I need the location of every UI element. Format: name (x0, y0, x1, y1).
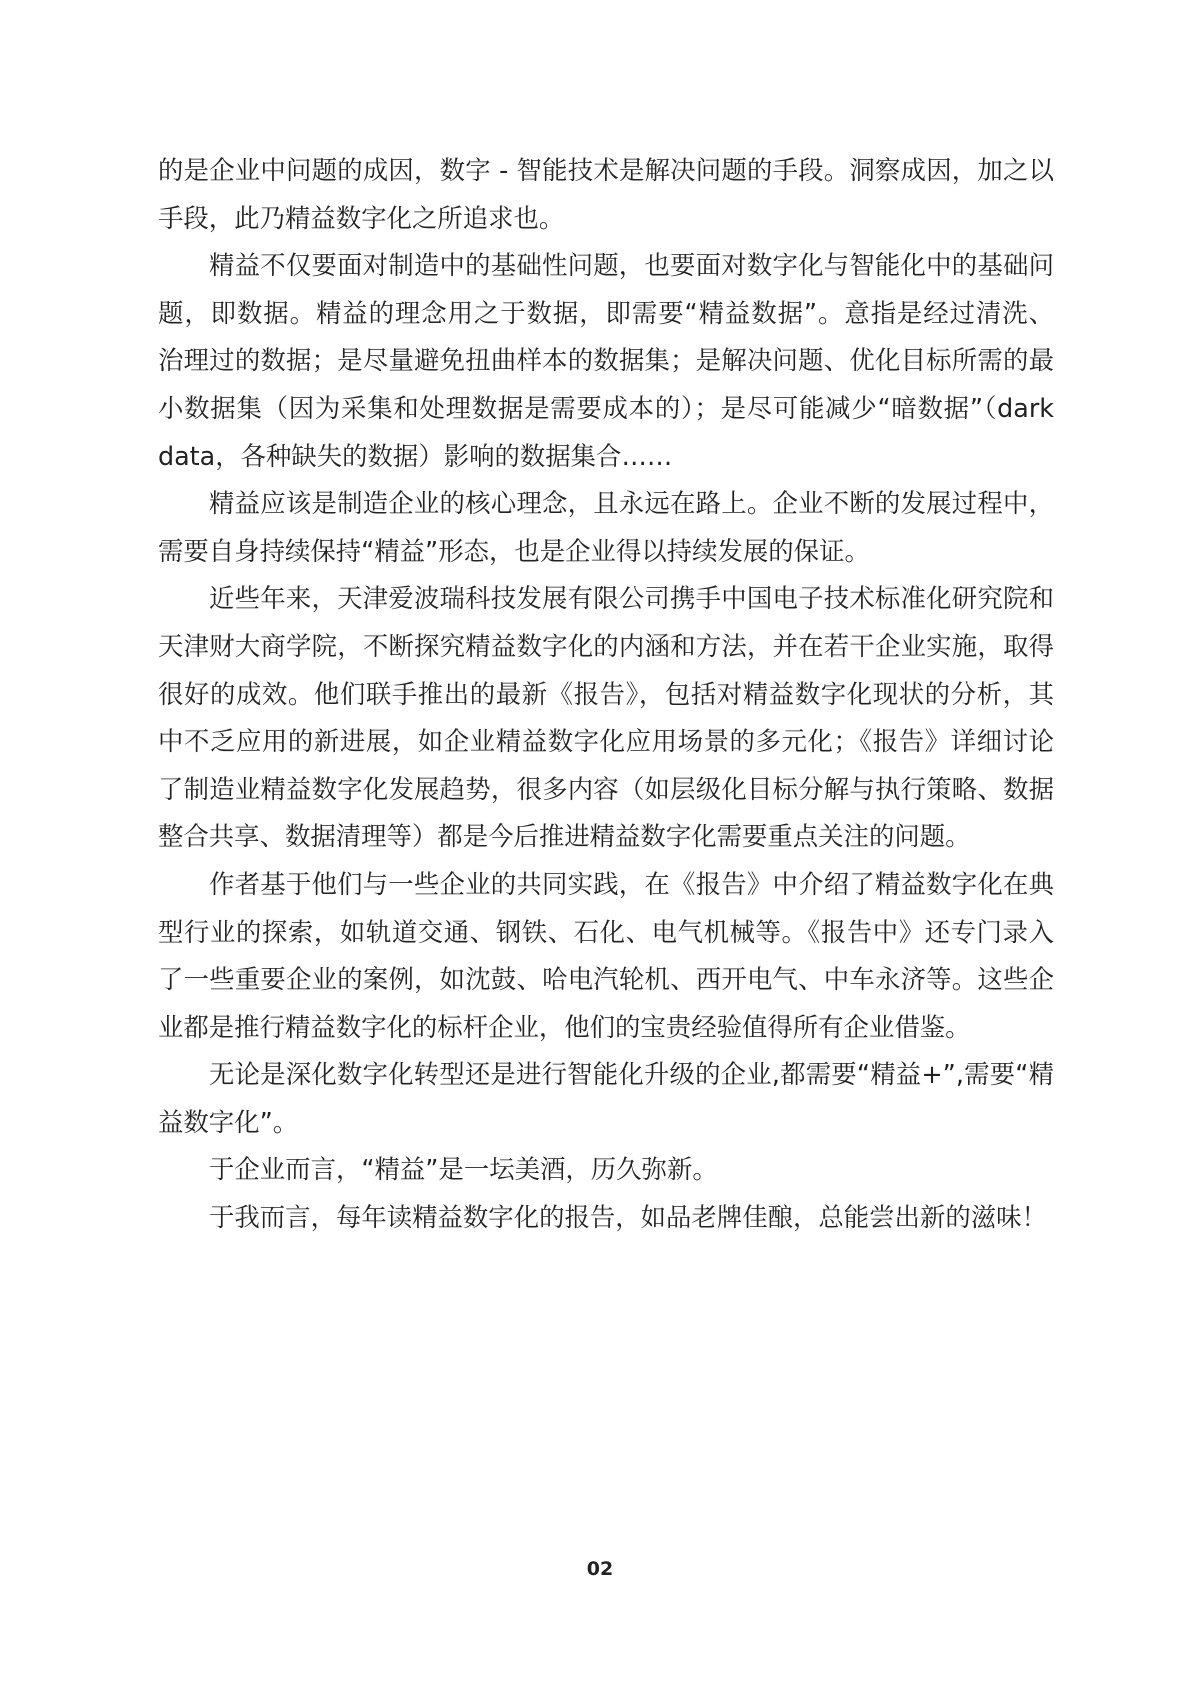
paragraph (158, 242, 1054, 480)
text-line: 业都是推行精益数字化的标杆企业，他们的宝贵经验值得所有企业借鉴。 (158, 1011, 971, 1042)
document-body (158, 147, 1054, 1242)
text-line: 治理过的数据；是尽量避免扭曲样本的数据集；是解决问题、优化目标所需的最 (158, 345, 1054, 376)
text-line: 中不乏应用的新进展，如企业精益数字化应用场景的多元化；《报告》详细讨论 (158, 726, 1054, 757)
text-line: 精益不仅要面对制造中的基础性问题，也要面对数字化与智能化中的基础问 (209, 250, 1054, 281)
text-line: 的是企业中问题的成因，数字 - 智能技术是解决问题的手段。洞察成因，加之以 (158, 155, 1054, 185)
paragraph (158, 861, 1054, 1051)
text-line: 益数字化”。 (158, 1106, 299, 1137)
text-line: 天津财大商学院，不断探究精益数字化的内涵和方法，并在若干企业实施，取得 (158, 630, 1054, 661)
text-line: 近些年来，天津爱波瑞科技发展有限公司携手中国电子技术标准化研究院和 (209, 583, 1054, 614)
text-line: 整合共享、数据清理等）都是今后推进精益数字化需要重点关注的问题。 (158, 821, 971, 852)
paragraph (158, 575, 1054, 861)
paragraph (158, 480, 1054, 575)
text-line: 作者基于他们与一些企业的共同实践，在《报告》中介绍了精益数字化在典 (209, 868, 1054, 899)
text-line: 了制造业精益数字化发展趋势，很多内容（如层级化目标分解与执行策略、数据 (158, 773, 1054, 804)
text-line: 题，即数据。精益的理念用之于数据，即需要“精益数据”。意指是经过清洗、 (158, 297, 1054, 328)
paragraph (158, 147, 1054, 242)
text-line: 于企业而言，“精益”是一坛美酒，历久弥新。 (209, 1154, 718, 1185)
text-line: 于我而言，每年读精益数字化的报告，如品老牌佳酿，总能尝出新的滋味！ (209, 1202, 1047, 1233)
text-line: 小数据集（因为采集和处理数据是需要成本的）；是尽可能减少“暗数据”（dark (158, 392, 1054, 423)
paragraph (158, 1194, 1054, 1242)
text-line: 手段，此乃精益数字化之所追求也。 (158, 202, 565, 233)
text-line: 型行业的探索，如轨道交通、钢铁、石化、电气机械等。《报告中》还专门录入 (158, 916, 1054, 947)
paragraph (158, 1146, 1054, 1194)
text-line: 很好的成效。他们联手推出的最新《报告》，包括对精益数字化现状的分析，其 (158, 678, 1054, 709)
paragraph (158, 1051, 1054, 1146)
text-line: 需要自身持续保持“精益”形态，也是企业得以持续发展的保证。 (158, 535, 870, 566)
text-line: data，各种缺失的数据）影响的数据集合…… (158, 440, 673, 471)
text-line: 精益应该是制造企业的核心理念，且永远在路上。企业不断的发展过程中， (209, 488, 1054, 519)
text-line: 无论是深化数字化转型还是进行智能化升级的企业,都需要“精益+”,需要“精 (209, 1059, 1054, 1090)
text-line: 了一些重要企业的案例，如沈鼓、哈电汽轮机、西开电气、中车永济等。这些企 (158, 964, 1054, 995)
page-number: 02 (586, 1558, 614, 1580)
